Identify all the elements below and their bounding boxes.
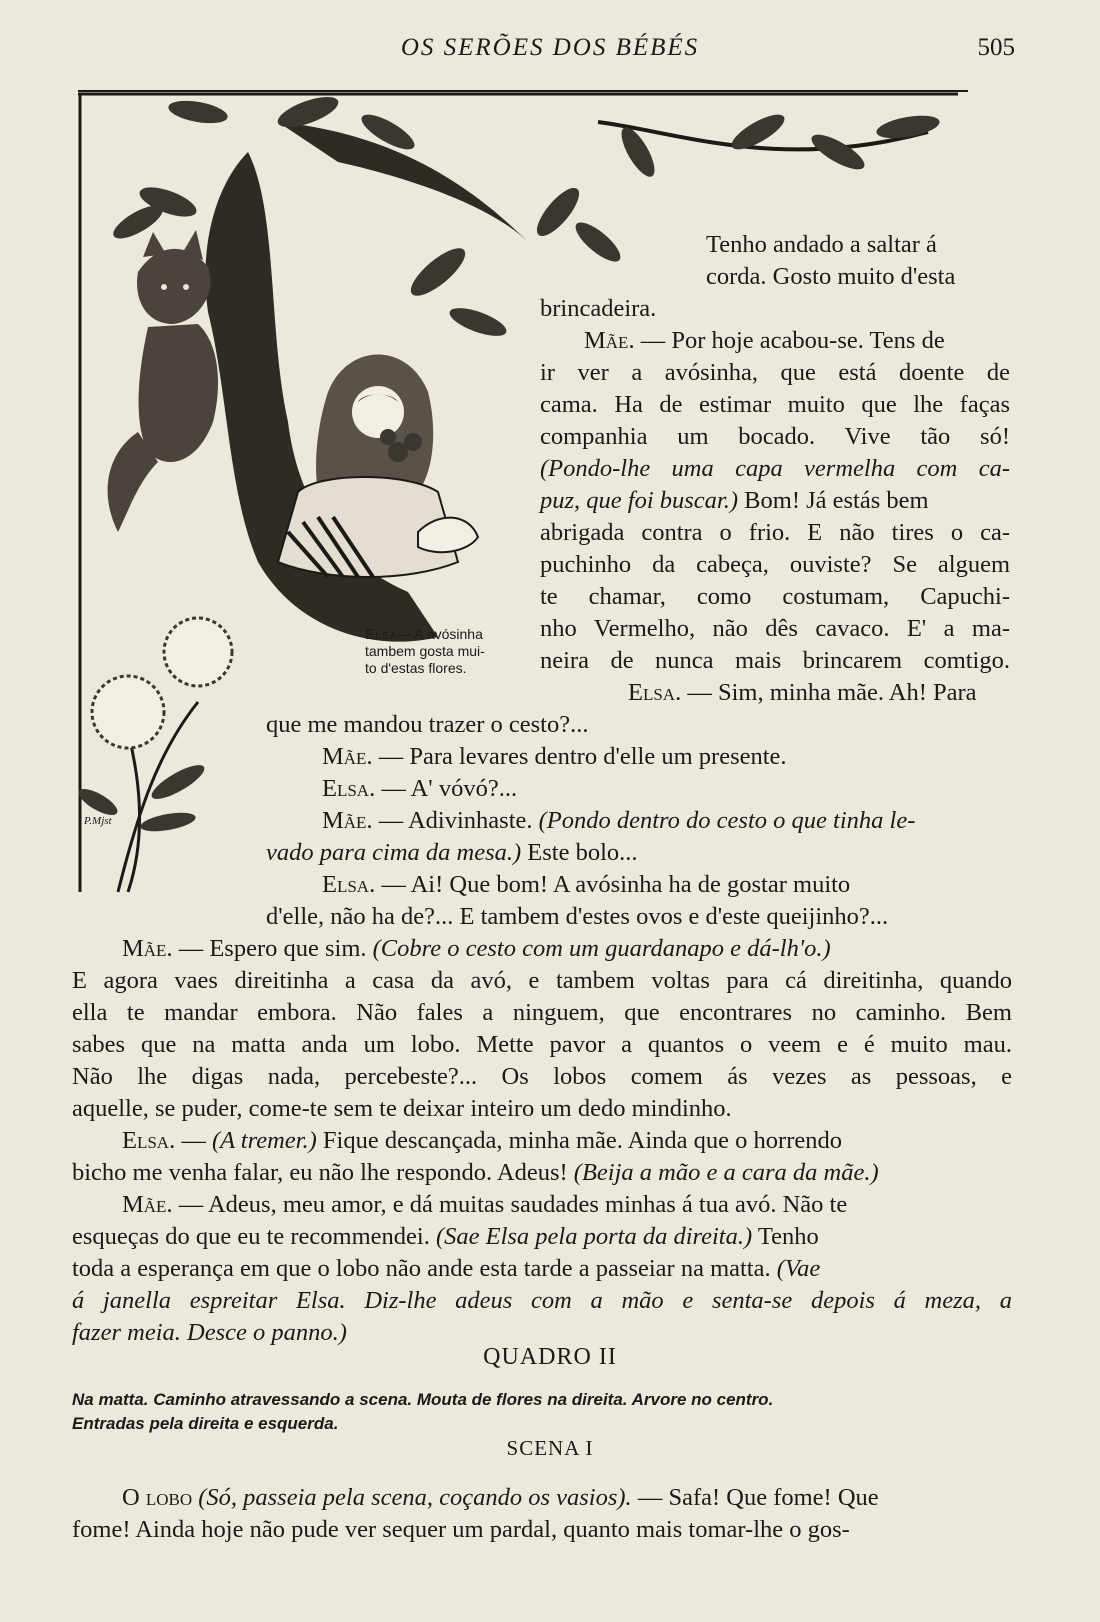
text-line: puchinho da cabeça, ouviste? Se alguem	[540, 551, 1010, 578]
text-line	[122, 933, 831, 965]
text-line	[628, 677, 977, 709]
speaker-name: Mãe.	[122, 935, 173, 962]
text-line	[322, 741, 787, 773]
speaker-name: Elsa.	[322, 871, 376, 898]
text-line: ir ver a avósinha, que está doente de	[540, 359, 1010, 386]
text-line: corda. Gosto muito d'esta	[706, 263, 956, 290]
speech: bicho me venha falar, eu não lhe respondo. Adeus!	[72, 1159, 574, 1186]
section-title-quadro: QUADRO II	[483, 1344, 617, 1370]
speech: Bom! Já estás bem	[738, 487, 929, 514]
text-line	[72, 1157, 879, 1189]
stage-direction: (Cobre o cesto com um guardanapo e dá-lh'o.)	[372, 935, 831, 962]
text-line: abrigada contra o frio. E não tires o ca-	[540, 519, 1010, 546]
illustration-caption	[365, 626, 530, 677]
stage-direction: (Vae	[776, 1255, 821, 1282]
speaker-name: Elsa.	[122, 1127, 176, 1154]
speech: — Adeus, meu amor, e dá muitas saudades minhas á tua avó. Não te	[172, 1191, 848, 1218]
caption-line: to d'estas flores.	[365, 660, 467, 676]
stage-direction: puz, que foi buscar.)	[540, 487, 739, 514]
speech: Fique descançada, minha mãe. Ainda que o horrendo	[316, 1127, 842, 1154]
speech: — Por hoje acabou-se. Tens de	[634, 327, 945, 354]
speech: esqueças do que eu te recommendei.	[72, 1223, 436, 1250]
stage-direction: (Pondo dentro do cesto o que tinha le-	[538, 807, 916, 834]
text-line	[122, 1482, 879, 1514]
text-line: fome! Ainda hoje não pude ver sequer um pardal, quanto mais tomar-lhe o gos-	[72, 1516, 850, 1543]
speaker-name: Elsa.	[628, 679, 682, 706]
speech: — Safa! Que fome! Que	[631, 1484, 879, 1511]
stage-direction-line: (Pondo-lhe uma capa vermelha com ca-	[540, 455, 1010, 482]
caption-speaker: Elsa	[365, 626, 398, 642]
text-line: cama. Ha de estimar muito que lhe faças	[540, 391, 1010, 418]
speech: Tenho	[752, 1223, 819, 1250]
text-line: sabes que na matta anda um lobo. Mette pavor a quantos o veem e é muito mau.	[72, 1031, 1012, 1058]
speech: Este bolo...	[521, 839, 638, 866]
page-number: 505	[977, 34, 1015, 61]
caption-line: tambem gosta mui-	[365, 643, 485, 659]
text-line: E agora vaes direitinha a casa da avó, e tambem voltas para cá direitinha, quando	[72, 967, 1012, 994]
text-line: neira de nunca mais brincarem comtigo.	[540, 647, 1010, 674]
flowers-drawing	[78, 618, 232, 892]
speaker-name: Mãe.	[322, 743, 373, 770]
text-line	[322, 773, 517, 805]
stage-direction-line: á janella espreitar Elsa. Diz-lhe adeus com a mão e senta-se depois á meza, a	[72, 1287, 1012, 1314]
text-line	[322, 805, 915, 837]
speech: — Sim, minha mãe. Ah! Para	[681, 679, 977, 706]
speaker-name: O lobo	[122, 1484, 193, 1511]
text-line	[122, 1125, 842, 1157]
stage-direction: (A tremer.)	[211, 1127, 317, 1154]
text-line: que me mandou trazer o cesto?...	[266, 711, 589, 738]
stage-direction: (Sae Elsa pela porta da direita.)	[435, 1223, 753, 1250]
text-line: nho Vermelho, não dês cavaco. E' a ma-	[540, 615, 1010, 642]
stage-direction: (Só, passeia pela scena, coçando os vasios).	[198, 1484, 632, 1511]
running-title: OS SERÕES DOS BÉBÉS	[400, 34, 700, 61]
text-line	[266, 837, 638, 869]
caption-line: — A avósinha	[397, 626, 483, 642]
speaker-name: Mãe.	[584, 327, 635, 354]
text-line	[584, 325, 945, 357]
stage-direction: vado para cima da mesa.)	[266, 839, 522, 866]
speech: —	[175, 1127, 212, 1154]
speaker-name: Elsa.	[322, 775, 376, 802]
speaker-name: Mãe.	[122, 1191, 173, 1218]
speech: — Para levares dentro d'elle um presente.	[372, 743, 787, 770]
speech: — A' vóvó?...	[375, 775, 518, 802]
speech: toda a esperança em que o lobo não ande esta tarde a passeiar na matta.	[72, 1255, 777, 1282]
red-riding-hood-figure	[278, 355, 478, 578]
text-line: te chamar, como costumam, Capuchi-	[540, 583, 1010, 610]
artist-signature: P.Mjst	[84, 815, 112, 827]
wolf-figure	[108, 230, 218, 532]
speaker-name: Mãe.	[322, 807, 373, 834]
stage-direction: (Beija a mão e a cara da mãe.)	[573, 1159, 879, 1186]
scene-stage-direction: Entradas pela direita e esquerda.	[72, 1414, 339, 1433]
speech: — Adivinhaste.	[372, 807, 539, 834]
text-line	[122, 1189, 847, 1221]
text-line: aquelle, se puder, come-te sem te deixar inteiro um dedo mindinho.	[72, 1095, 732, 1122]
stage-direction-line: fazer meia. Desce o panno.)	[72, 1319, 347, 1346]
text-line	[540, 485, 929, 517]
speech: — Espero que sim.	[172, 935, 373, 962]
speech: — Ai! Que bom! A avósinha ha de gostar muito	[375, 871, 851, 898]
text-line	[72, 1253, 820, 1285]
text-line: brincadeira.	[540, 295, 657, 322]
text-line: d'elle, não ha de?... E tambem d'estes ovos e d'este queijinho?...	[266, 903, 889, 930]
text-line: ella te mandar embora. Não fales a ninguem, que encontrares no caminho. Bem	[72, 999, 1012, 1026]
text-line	[322, 869, 850, 901]
text-line: companhia um bocado. Vive tão só!	[540, 423, 1010, 450]
scene-stage-direction: Na matta. Caminho atravessando a scena. Mouta de flores na direita. Arvore no centro.	[72, 1390, 774, 1409]
text-line	[72, 1221, 819, 1253]
section-title-scena: SCENA I	[506, 1436, 594, 1460]
text-line: Não lhe digas nada, percebeste?... Os lobos comem ás vezes as pessoas, e	[72, 1063, 1012, 1090]
text-line: Tenho andado a saltar á	[706, 231, 937, 258]
